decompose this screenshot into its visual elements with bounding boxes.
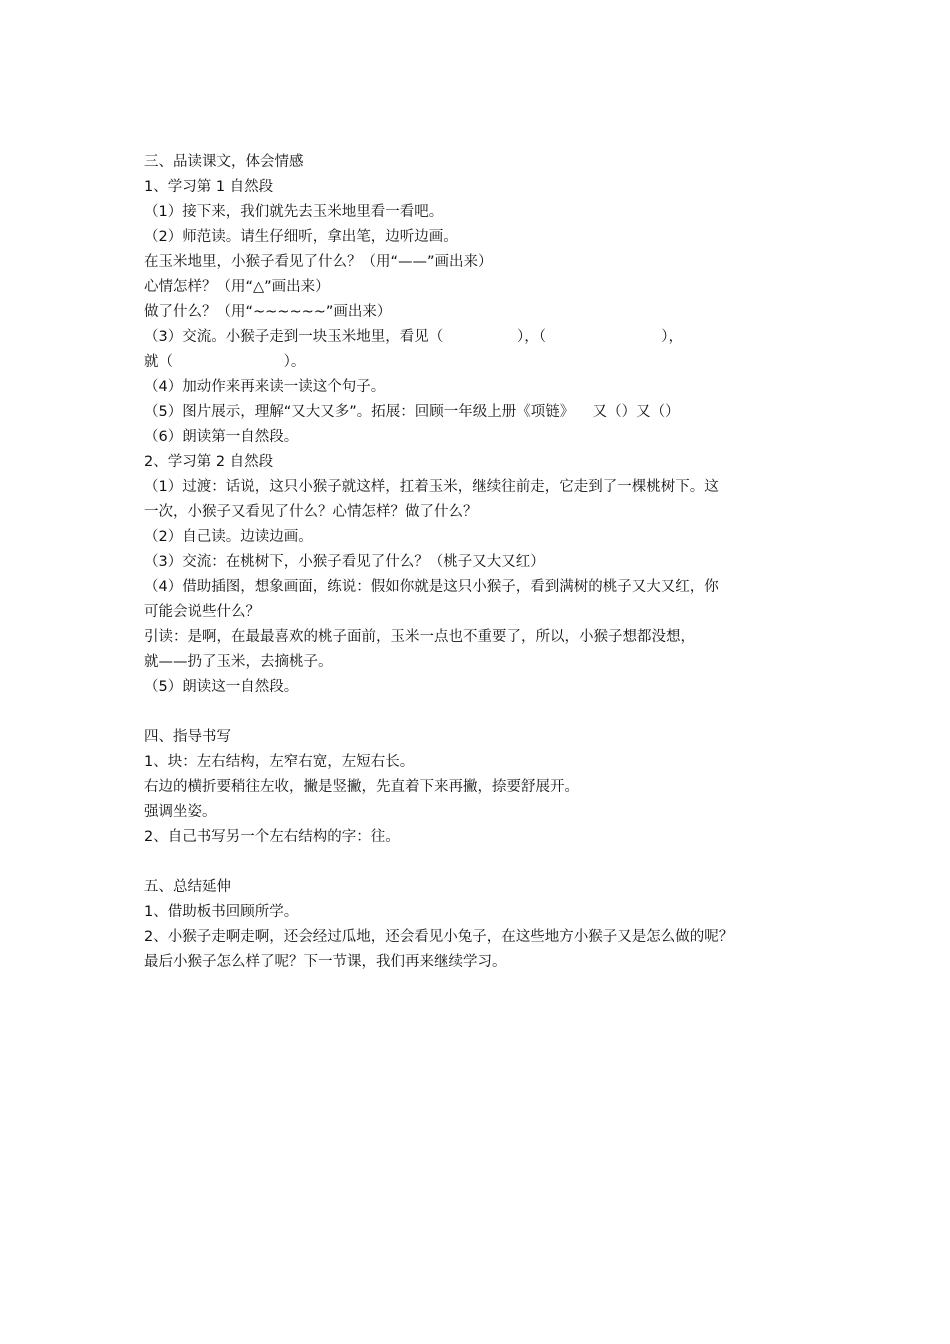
- text-line: （2）自己读。边读边画。: [144, 529, 313, 545]
- text-line: （6）朗读第一自然段。: [144, 429, 299, 445]
- text-line: （5）图片展示，理解“又大又多”。拓展：回顾一年级上册《项链》 又（）又（）: [144, 404, 680, 420]
- blank-line: [144, 700, 824, 725]
- text-line: （3）交流。小猴子走到一块玉米地里，看见（ ），（ ），: [144, 329, 683, 345]
- text-line: 2、自己书写另一个左右结构的字：往。: [144, 829, 400, 845]
- text-line: 一次，小猴子又看见了什么？心情怎样？做了什么？: [144, 504, 478, 520]
- text-line: （1）过渡：话说，这只小猴子就这样，扛着玉米，继续往前走，它走到了一棵桃树下。这: [144, 479, 719, 495]
- text-line: 右边的横折要稍往左收，撇是竖撇，先直着下来再撇，捺要舒展开。: [144, 779, 579, 795]
- text-line: 2、小猴子走啊走啊，还会经过瓜地，还会看见小兔子，在这些地方小猴子又是怎么做的呢？: [144, 929, 734, 945]
- section-heading-3: 三、品读课文，体会情感: [144, 154, 304, 170]
- text-line: 最后小猴子怎么样了呢？下一节课，我们再来继续学习。: [144, 954, 507, 970]
- section-heading-5: 五、总结延伸: [144, 879, 231, 895]
- text-line: 引读：是啊，在最最喜欢的桃子面前，玉米一点也不重要了，所以，小猴子想都没想，: [144, 629, 695, 645]
- section-heading-4: 四、指导书写: [144, 729, 231, 745]
- text-line: （5）朗读这一自然段。: [144, 679, 299, 695]
- text-line: （4）借助插图，想象画面，练说：假如你就是这只小猴子，看到满树的桃子又大又红，你: [144, 579, 719, 595]
- subsection-heading-1: 1、学习第 1 自然段: [144, 179, 274, 195]
- text-line: 心情怎样？（用“△”画出来）: [144, 279, 330, 295]
- text-line: （4）加动作来再来读一读这个句子。: [144, 379, 386, 395]
- text-line: 在玉米地里，小猴子看见了什么？（用“——”画出来）: [144, 254, 493, 270]
- text-line: 就（ ）。: [144, 354, 306, 370]
- text-line: （2）师范读。请生仔细听，拿出笔，边听边画。: [144, 229, 458, 245]
- text-line: 就——扔了玉米，去摘桃子。: [144, 654, 333, 670]
- document-body: [144, 150, 824, 975]
- subsection-heading-2: 2、学习第 2 自然段: [144, 454, 274, 470]
- blank-line: [144, 850, 824, 875]
- text-line: （3）交流：在桃树下，小猴子看见了什么？（桃子又大又红）: [144, 554, 545, 570]
- text-line: 做了什么？（用“~~~~~~”画出来）: [144, 304, 392, 320]
- text-line: （1）接下来，我们就先去玉米地里看一看吧。: [144, 204, 444, 220]
- text-line: 可能会说些什么？: [144, 604, 260, 620]
- text-line: 强调坐姿。: [144, 804, 217, 820]
- text-line: 1、借助板书回顾所学。: [144, 904, 299, 920]
- text-line: 1、块：左右结构，左窄右宽，左短右长。: [144, 754, 415, 770]
